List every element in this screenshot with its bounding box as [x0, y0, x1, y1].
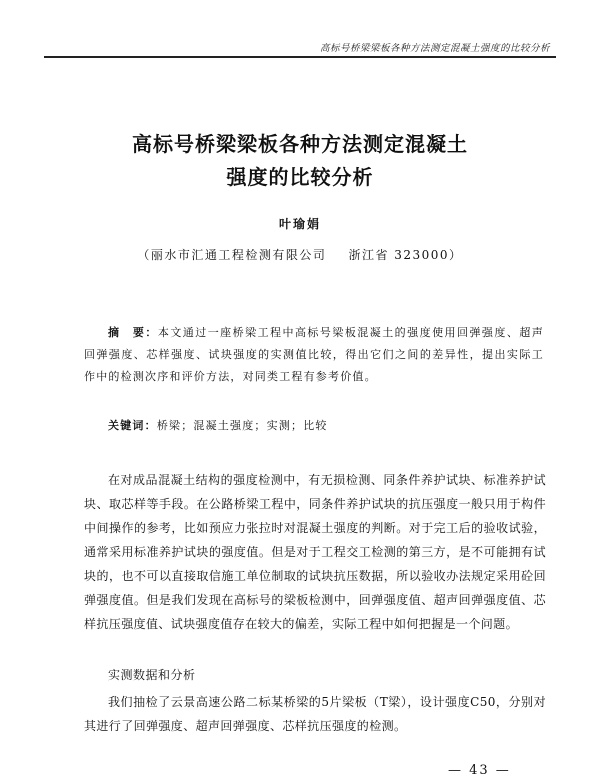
page-number: — 43 — [448, 763, 511, 778]
abstract-label: 摘 要： [108, 326, 158, 339]
paragraph-2-text: 我们抽检了云景高速公路二标某桥梁的5片梁板（T梁），设计强度C50，分别对其进行了回弹强度、超声回弹强度、芯样抗压强度的检测。 [84, 695, 546, 733]
abstract [84, 322, 544, 388]
keywords-label: 关键词： [108, 419, 157, 432]
affiliation-location: 浙江省 323000） [348, 248, 463, 262]
affiliation [0, 246, 600, 263]
paragraph-1-text: 在对成品混凝土结构的强度检测中，有无损检测、同条件养护试块、标准养护试块、取芯样等手段。在公路桥梁工程中，同条件养护试块的抗压强度一般只用于构件中间操作的参考，比如预应力张拉时对混凝土强度的判断。对于完工后的验收试验，通常采用标准养护试块的强度值。但是对于工程交工检测的第三方，是不可能拥有试块的，也不可以直接取信施工单位制取的试块抗压数据，所以验收办法规定采用砼回弹强度值。但是我们发现在高标号的梁板检测中，回弹强度值、超声回弹强度值、芯样抗压强度值、试块强度值存在较大的偏差，实际工程中如何把握是一个问题。 [84, 473, 546, 631]
keywords [108, 418, 548, 434]
abstract-text: 本文通过一座桥梁工程中高标号梁板混凝土的强度使用回弹强度、超声回弹强度、芯样强度、试块强度的实测值比较，得出它们之间的差异性，提出实际工作中的检测次序和评价方法，对同类工程有参考价值。 [84, 326, 544, 383]
header-rule [44, 56, 556, 58]
title-line-2: 强度的比较分析 [226, 165, 374, 189]
title-line-1: 高标号桥梁梁板各种方法测定混凝土 [132, 132, 468, 156]
running-header: 高标号桥梁梁板各种方法测定混凝土强度的比较分析 [319, 43, 550, 54]
section-heading: 实测数据和分析 [108, 668, 196, 682]
keywords-text: 桥梁；混凝土强度；实测；比较 [156, 419, 328, 432]
affiliation-org: （丽水市汇通工程检测有限公司 [137, 248, 327, 262]
paragraph-1 [84, 468, 546, 636]
author: 叶瑜娟 [278, 217, 321, 231]
paragraph-2 [84, 690, 546, 738]
